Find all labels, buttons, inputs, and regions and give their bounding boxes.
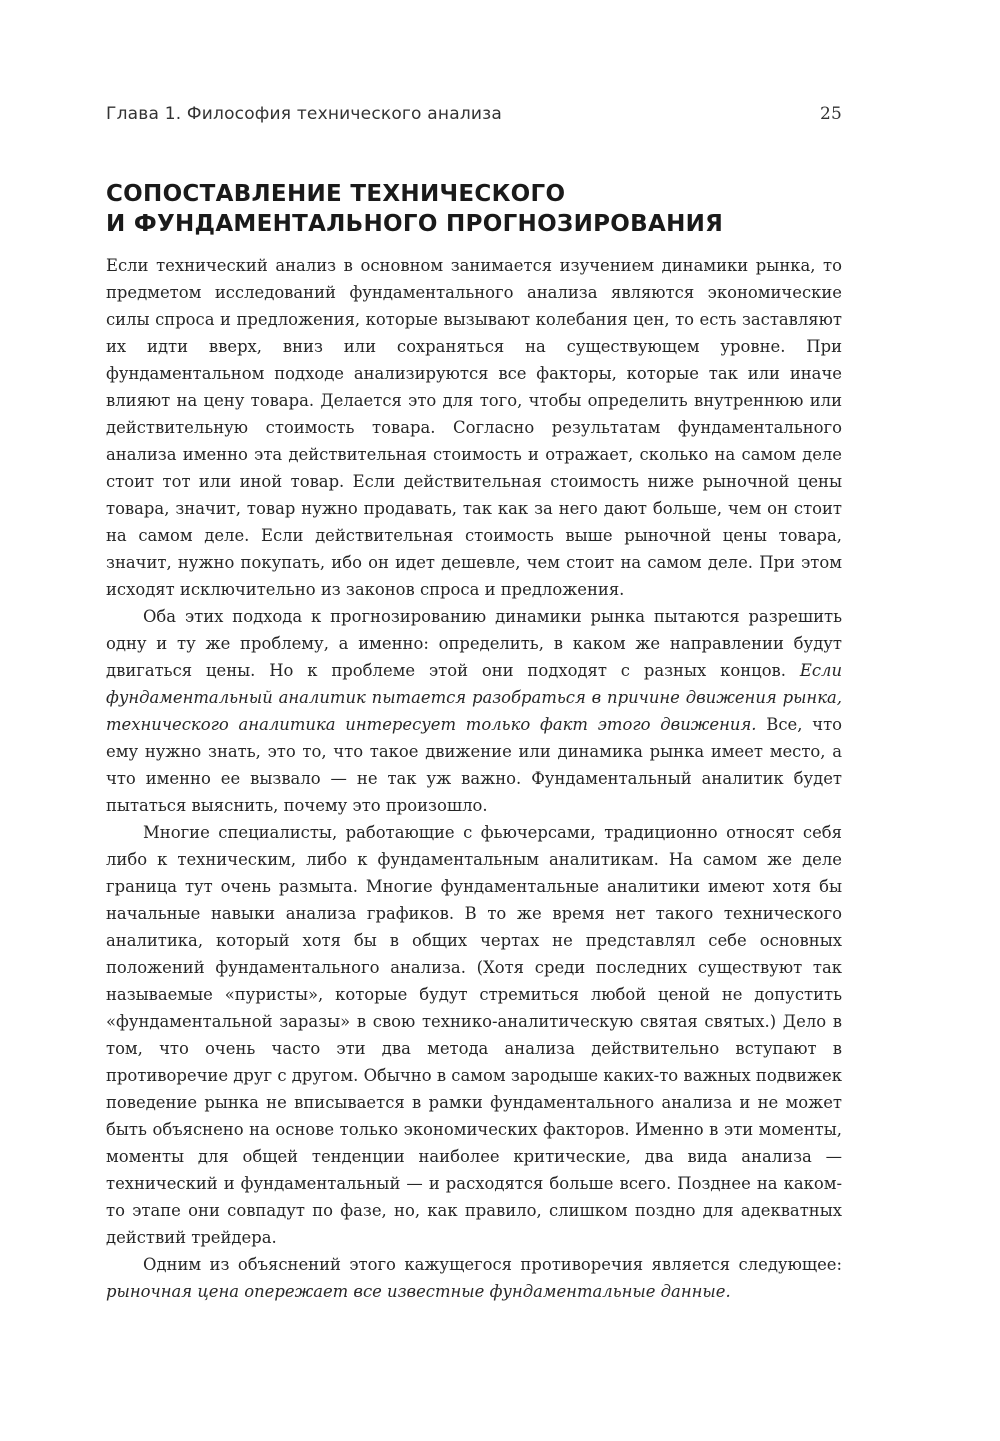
section-heading [106, 179, 842, 239]
paragraph-4 [106, 1251, 842, 1305]
page-number: 25 [819, 104, 842, 124]
paragraph-4-emphasis: рыночная цена опережает все известные фундаментальные данные. [106, 1282, 731, 1301]
body-text [106, 252, 842, 1305]
section-heading-line-2: И ФУНДАМЕНТАЛЬНОГО ПРОГНОЗИРОВАНИЯ [106, 211, 724, 237]
chapter-title: Глава 1. Философия технического анализа [106, 104, 502, 124]
paragraph-2-text-end: Все, что ему нужно знать, это то, что такое движение или динамика рынка имеет место, а что именно ее вызвало — не так уж важно. Фундаментальный аналитик будет пытаться выяснить, почему это произошло. [106, 715, 843, 815]
paragraph-1 [106, 252, 842, 603]
paragraph-1-text: Если технический анализ в основном занимается изучением динамики рынка, то предметом исследований фундаментального анализа являются экономические силы спроса и предложения, которые вызывают колебания цен, то есть заставляют их идти вверх, вниз или сохраняться на существующем уровне. При фундаментальном подходе анализируются все факторы, которые так или иначе влияют на цену товара. Делается это для того, чтобы определить внутреннюю или действительную стоимость товара. Согласно результатам фундаментального анализа именно эта действительная стоимость и отражает, сколько на самом деле стоит тот или иной товар. Если действительная стоимость ниже рыночной цены товара, значит, товар нужно продавать, так как за него дают больше, чем он стоит на самом деле. Если действительная стоимость выше рыночной цены товара, значит, нужно покупать, ибо он идет дешевле, чем стоит на самом деле. При этом исходят исключительно из законов спроса и предложения. [106, 256, 842, 599]
paragraph-4-text-start: Одним из объяснений этого кажущегося противоречия является следующее: [143, 1255, 842, 1274]
section-heading-line-1: СОПОСТАВЛЕНИЕ ТЕХНИЧЕСКОГО [106, 181, 566, 207]
running-header [106, 104, 842, 130]
paragraph-2-text-start: Оба этих подхода к прогнозированию динамики рынка пытаются разрешить одну и ту же проблему, а именно: определить, в каком же направлении будут двигаться цены. Но к проблеме этой они подходят с разных концов. [106, 607, 842, 680]
paragraph-3-text: Многие специалисты, работающие с фьючерсами, традиционно относят себя либо к техническим, либо к фундаментальным аналитикам. На самом же деле граница тут очень размыта. Многие фундаментальные аналитики имеют хотя бы начальные навыки анализа графиков. В то же время нет такого технического аналитика, который хотя бы в общих чертах не представлял себе основных положений фундаментального анализа. (Хотя среди последних существуют так называемые «пуристы», которые будут стремиться любой ценой не допустить «фундаментальной заразы» в свою технико-аналитическую святая святых.) Дело в том, что очень часто эти два метода анализа действительно вступают в противоречие друг с другом. Обычно в самом зародыше каких-то важных подвижек поведение рынка не вписывается в рамки фундаментального анализа и не может быть объяснено на основе только экономических факторов. Именно в эти моменты, моменты для общей тенденции наиболее критические, два вида анализа — технический и фундаментальный — и расходятся больше всего. Позднее на каком-то этапе они совпадут по фазе, но, как правило, слишком поздно для адекватных действий трейдера. [106, 823, 842, 1247]
paragraph-3 [106, 819, 842, 1251]
paragraph-2 [106, 603, 842, 819]
paragraph-2-emphasis: Если фундаментальный аналитик пытается разобраться в причине движения рынка, технического аналитика интересует только факт этого движения. [106, 661, 842, 734]
